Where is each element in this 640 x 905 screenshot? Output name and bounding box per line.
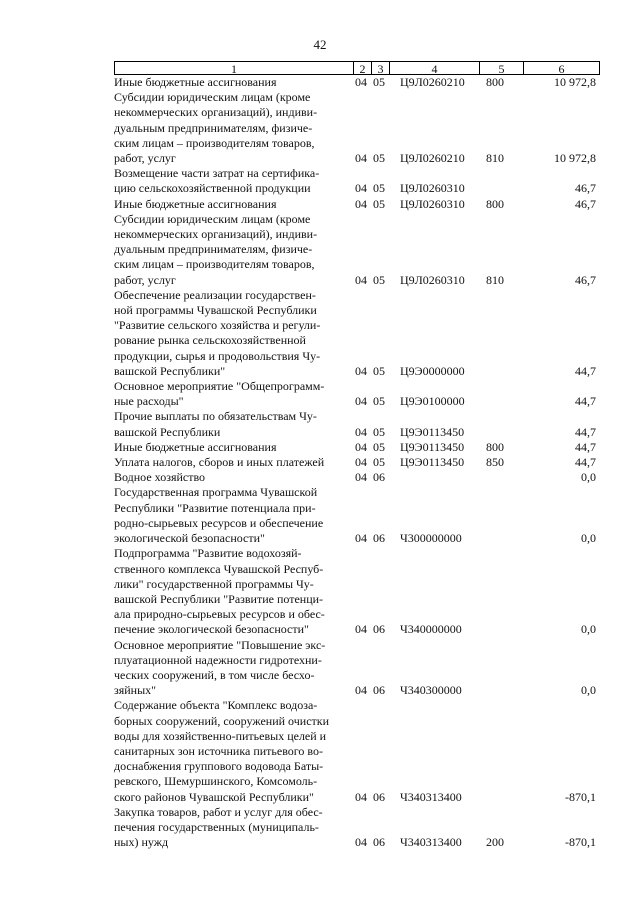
amount: 10 972,8 [554, 151, 596, 166]
subsection-code: 06 [373, 835, 385, 850]
row-description [114, 288, 352, 379]
description-line: ной программы Чувашской Республики [114, 303, 317, 318]
description-line: ала природно-сырьевых ресурсов и обес- [114, 607, 325, 622]
header-col-2: 2 [353, 62, 371, 74]
page-number: 42 [313, 37, 327, 52]
subsection-code: 06 [373, 683, 385, 698]
section-code: 04 [355, 531, 367, 546]
target-article-code: Ц9Л0260210 [400, 75, 465, 89]
description-line: цию сельскохозяйственной продукции [114, 181, 311, 196]
description-line: ных) нужд [114, 835, 169, 850]
row-description [114, 409, 352, 439]
table-row [114, 698, 600, 804]
expense-type-code: 850 [486, 455, 504, 470]
row-description [114, 197, 352, 212]
description-line: ревского, Шемуршинского, Комсомоль- [114, 774, 318, 789]
table-row [114, 197, 600, 212]
subsection-code: 05 [373, 151, 385, 166]
row-description [114, 379, 352, 409]
amount: 46,7 [575, 272, 596, 287]
target-article-code: Ч340300000 [400, 683, 462, 698]
target-article-code: Ч340313400 [400, 835, 462, 850]
section-code: 04 [355, 272, 367, 287]
amount: 44,7 [575, 363, 596, 378]
section-code: 04 [355, 622, 367, 637]
expense-type-code: 810 [486, 272, 504, 287]
description-line: продукции, сырья и продовольствия Чу- [114, 348, 321, 363]
description-line: лики" государственной программы Чу- [114, 576, 314, 591]
amount: 44,7 [575, 455, 596, 470]
description-line: Основное мероприятие "Общепрограмм- [114, 379, 325, 394]
expense-type-code: 800 [486, 196, 504, 211]
table-row [114, 440, 600, 455]
description-line: плуатационной надежности гидротехни- [114, 652, 322, 667]
description-line: Основное мероприятие "Повышение экс- [114, 637, 326, 652]
description-line: печения государственных (муниципаль- [114, 819, 319, 834]
amount: 10 972,8 [554, 75, 596, 89]
section-code: 04 [355, 75, 367, 89]
description-line: ческих сооружений, в том числе бесхо- [114, 667, 315, 682]
target-article-code: Ц9Л0260310 [400, 181, 465, 196]
header-col-6: 6 [523, 62, 599, 74]
row-description [114, 698, 352, 804]
subsection-code: 05 [373, 394, 385, 409]
description-line: воды для хозяйственно-питьевых целей и [114, 728, 327, 743]
description-line: вашской Республики" [114, 363, 226, 378]
table-row [114, 805, 600, 851]
section-code: 04 [355, 394, 367, 409]
description-line: вашской Республики "Развитие потенци- [114, 591, 324, 606]
target-article-code: Ц9Л0260310 [400, 272, 465, 287]
description-line: Субсидии юридическим лицам (кроме [114, 211, 311, 226]
description-line: дуальным предпринимателям, физиче- [114, 242, 313, 257]
header-col-4: 4 [389, 62, 479, 74]
table-body [114, 75, 600, 850]
description-line: работ, услуг [114, 151, 176, 166]
target-article-code: Ч300000000 [400, 531, 462, 546]
amount: -870,1 [565, 835, 596, 850]
budget-table [114, 61, 600, 850]
target-article-code: Ц9Э0000000 [400, 363, 465, 378]
table-row [114, 455, 600, 470]
header-col-3: 3 [371, 62, 389, 74]
subsection-code: 05 [373, 196, 385, 211]
description-line: рование рынка сельскохозяйственной [114, 333, 306, 348]
table-row [114, 470, 600, 485]
description-line: Государственная программа Чувашской [114, 485, 318, 500]
amount: 0,0 [581, 531, 596, 546]
table-row [114, 90, 600, 166]
section-code: 04 [355, 683, 367, 698]
amount: 44,7 [575, 439, 596, 454]
table-header [114, 61, 600, 75]
subsection-code: 05 [373, 439, 385, 454]
table-row [114, 485, 600, 546]
description-line: некоммерческих организаций), индиви- [114, 227, 318, 242]
table-row [114, 212, 600, 288]
table-row [114, 379, 600, 409]
description-line: Обеспечение реализации государствен- [114, 287, 316, 302]
section-code: 04 [355, 835, 367, 850]
description-line: ственного комплекса Чувашской Респуб- [114, 561, 324, 576]
section-code: 04 [355, 181, 367, 196]
description-line: экологической безопасности" [114, 531, 265, 546]
target-article-code: Ц9Э0113450 [400, 455, 465, 470]
table-row [114, 288, 600, 379]
target-article-code: Ц9Л0260310 [400, 196, 465, 211]
description-line: печение экологической безопасности" [114, 622, 309, 637]
expense-type-code: 800 [486, 75, 504, 89]
description-line: Прочие выплаты по обязательствам Чу- [114, 409, 317, 424]
row-description [114, 75, 352, 90]
description-line: зяйных" [114, 683, 157, 698]
description-line: Закупка товаров, работ и услуг для обес- [114, 804, 323, 819]
amount: 0,0 [581, 683, 596, 698]
target-article-code: Ц9Э0100000 [400, 394, 465, 409]
table-row [114, 409, 600, 439]
description-line: Иные бюджетные ассигнования [114, 439, 277, 454]
description-line: ского районов Чувашской Республики" [114, 789, 314, 804]
description-line: "Развитие сельского хозяйства и регули- [114, 318, 321, 333]
description-line: ные расходы" [114, 394, 184, 409]
description-line: Возмещение части затрат на сертифика- [114, 166, 320, 181]
subsection-code: 05 [373, 424, 385, 439]
description-line: родно-сырьевых ресурсов и обеспечение [114, 515, 324, 530]
subsection-code: 06 [373, 622, 385, 637]
description-line: Иные бюджетные ассигнования [114, 196, 277, 211]
description-line: вашской Республики [114, 424, 221, 439]
section-code: 04 [355, 439, 367, 454]
subsection-code: 05 [373, 455, 385, 470]
subsection-code: 05 [373, 75, 385, 89]
row-description [114, 440, 352, 455]
description-line: Субсидии юридическим лицам (кроме [114, 90, 311, 105]
section-code: 04 [355, 363, 367, 378]
section-code: 04 [355, 151, 367, 166]
description-line: некоммерческих организаций), индиви- [114, 105, 318, 120]
amount: 0,0 [581, 622, 596, 637]
target-article-code: Ч340313400 [400, 789, 462, 804]
expense-type-code: 810 [486, 151, 504, 166]
amount: 46,7 [575, 196, 596, 211]
table-row [114, 638, 600, 699]
subsection-code: 06 [373, 531, 385, 546]
section-code: 04 [355, 196, 367, 211]
description-line: дуальным предпринимателям, физиче- [114, 120, 313, 135]
description-line: работ, услуг [114, 272, 176, 287]
subsection-code: 06 [373, 470, 385, 485]
header-col-5: 5 [479, 62, 523, 74]
row-description [114, 470, 352, 485]
section-code: 04 [355, 789, 367, 804]
target-article-code: Ц9Э0113450 [400, 439, 465, 454]
row-description [114, 485, 352, 546]
section-code: 04 [355, 470, 367, 485]
subsection-code: 05 [373, 363, 385, 378]
description-line: Республики "Развитие потенциала при- [114, 500, 316, 515]
row-description [114, 805, 352, 851]
amount: 0,0 [581, 470, 596, 485]
description-line: санитарных зон источника питьевого во- [114, 743, 323, 758]
header-col-1: 1 [231, 62, 237, 76]
description-line: Иные бюджетные ассигнования [114, 75, 277, 89]
row-description [114, 166, 352, 196]
row-description [114, 90, 352, 166]
target-article-code: Ц9Э0113450 [400, 424, 465, 439]
amount: 44,7 [575, 424, 596, 439]
expense-type-code: 200 [486, 835, 504, 850]
amount: 46,7 [575, 181, 596, 196]
description-line: доснабжения группового водовода Баты- [114, 759, 324, 774]
row-description [114, 546, 352, 637]
table-row [114, 75, 600, 90]
section-code: 04 [355, 424, 367, 439]
row-description [114, 455, 352, 470]
description-line: борных сооружений, сооружений очистки [114, 713, 330, 728]
row-description [114, 638, 352, 699]
target-article-code: Ц9Л0260210 [400, 151, 465, 166]
table-row [114, 166, 600, 196]
table-row [114, 546, 600, 637]
description-line: Подпрограмма "Развитие водохозяй- [114, 546, 302, 561]
description-line: Содержание объекта "Комплекс водоза- [114, 698, 318, 713]
description-line: ским лицам – производителям товаров, [114, 257, 315, 272]
subsection-code: 05 [373, 181, 385, 196]
amount: -870,1 [565, 789, 596, 804]
row-description [114, 212, 352, 288]
description-line: Уплата налогов, сборов и иных платежей [114, 455, 325, 470]
section-code: 04 [355, 455, 367, 470]
target-article-code: Ч340000000 [400, 622, 462, 637]
expense-type-code: 800 [486, 439, 504, 454]
description-line: ским лицам – производителям товаров, [114, 135, 315, 150]
amount: 44,7 [575, 394, 596, 409]
description-line: Водное хозяйство [114, 470, 206, 485]
subsection-code: 06 [373, 789, 385, 804]
subsection-code: 05 [373, 272, 385, 287]
